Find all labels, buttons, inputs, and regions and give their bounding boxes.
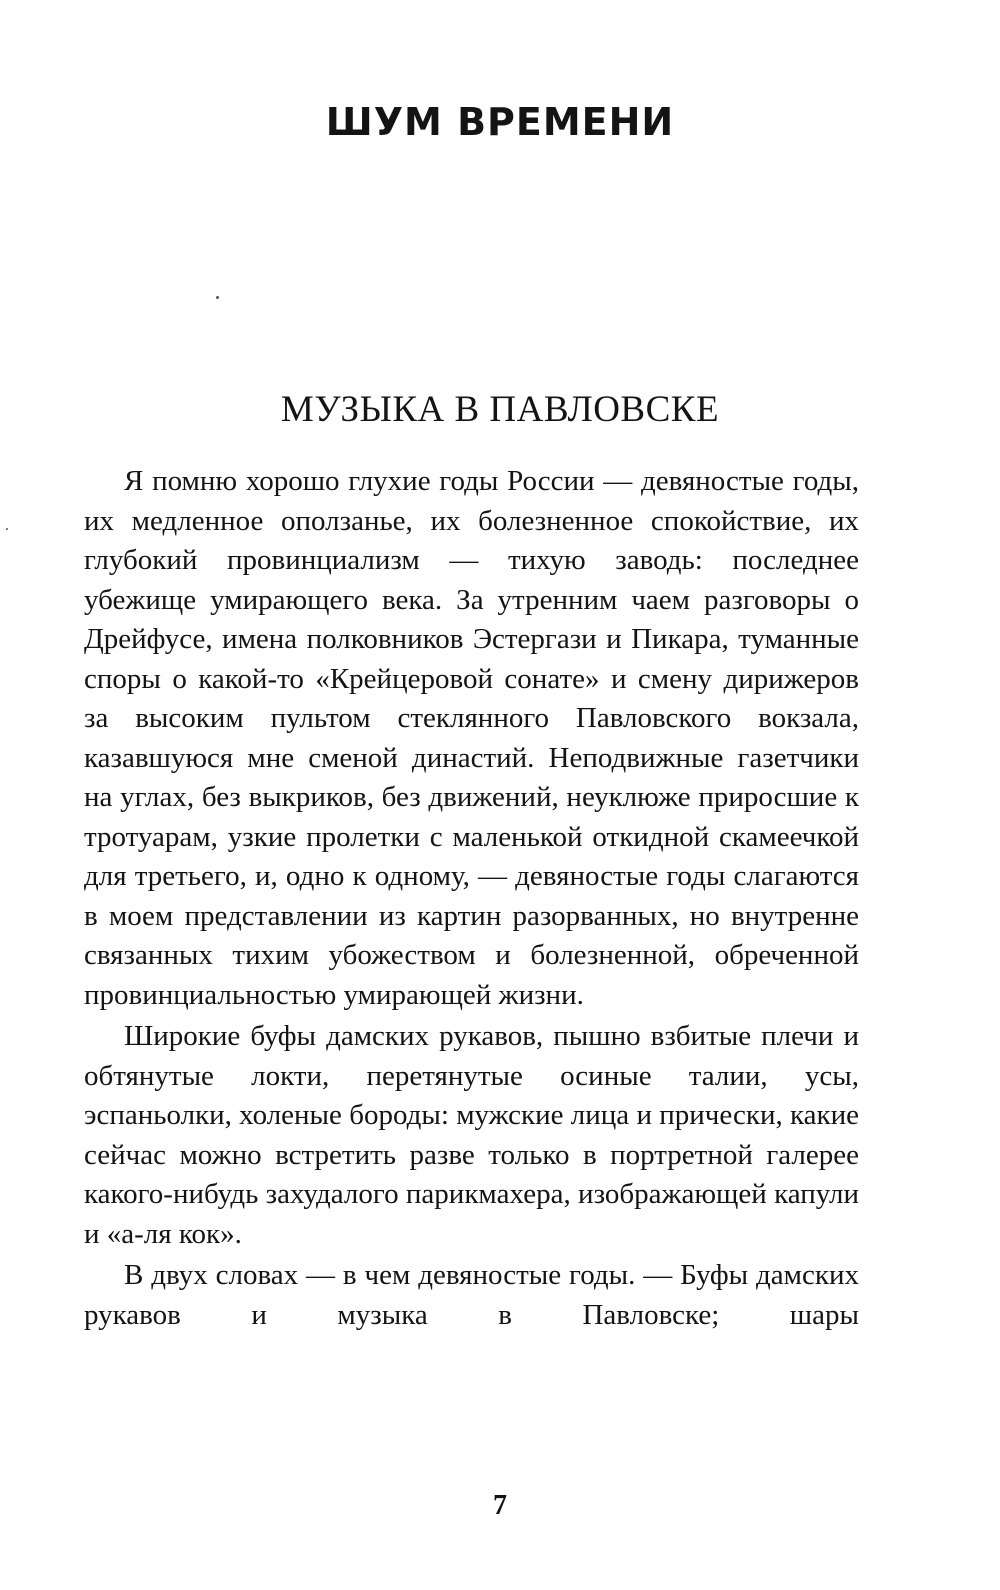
paragraph: В двух словах — в чем девяностые годы. — Буфы дамских рукавов и музыка в Павловске; шары	[84, 1259, 859, 1331]
print-speck	[216, 296, 219, 299]
book-title: ШУМ ВРЕМЕНИ	[325, 100, 675, 144]
print-speck	[6, 528, 8, 530]
chapter-body	[84, 462, 859, 1337]
chapter-title: МУЗЫКА В ПАВЛОВСКЕ	[280, 389, 720, 430]
paragraph: Широкие буфы дамских рукавов, пышно взбитые плечи и обтянутые локти, перетянутые осиные талии, усы, эспаньолки, холеные бороды: мужские лица и прически, какие сейчас можно встретить разве только в портретной галерее какого-нибудь захудалого парикмахера, изображающей капули и «а-ля кок».	[84, 1020, 859, 1250]
paragraph: Я помню хорошо глухие годы России — девяностые годы, их медленное оползанье, их болезненное спокойствие, их глубокий провинциализм — тихую заводь: последнее убежище умирающего века. За утренним чаем разговоры о Дрейфусе, имена полковников Эстергази и Пикара, туманные споры о какой-то «Крейцеровой сонате» и смену дирижеров за высоким пультом стеклянного Павловского вокзала, казавшуюся мне сменой династий. Неподвижные газетчики на углах, без выкриков, без движений, неуклюже приросшие к тротуарам, узкие пролетки с маленькой откидной скамеечкой для третьего, и, одно к одному, — девяностые годы слагаются в моем представлении из картин разорванных, но внутренне связанных тихим убожеством и болезненной, обреченной провинциальностью умирающей жизни.	[84, 465, 859, 1011]
page-number: 7	[493, 1490, 507, 1521]
